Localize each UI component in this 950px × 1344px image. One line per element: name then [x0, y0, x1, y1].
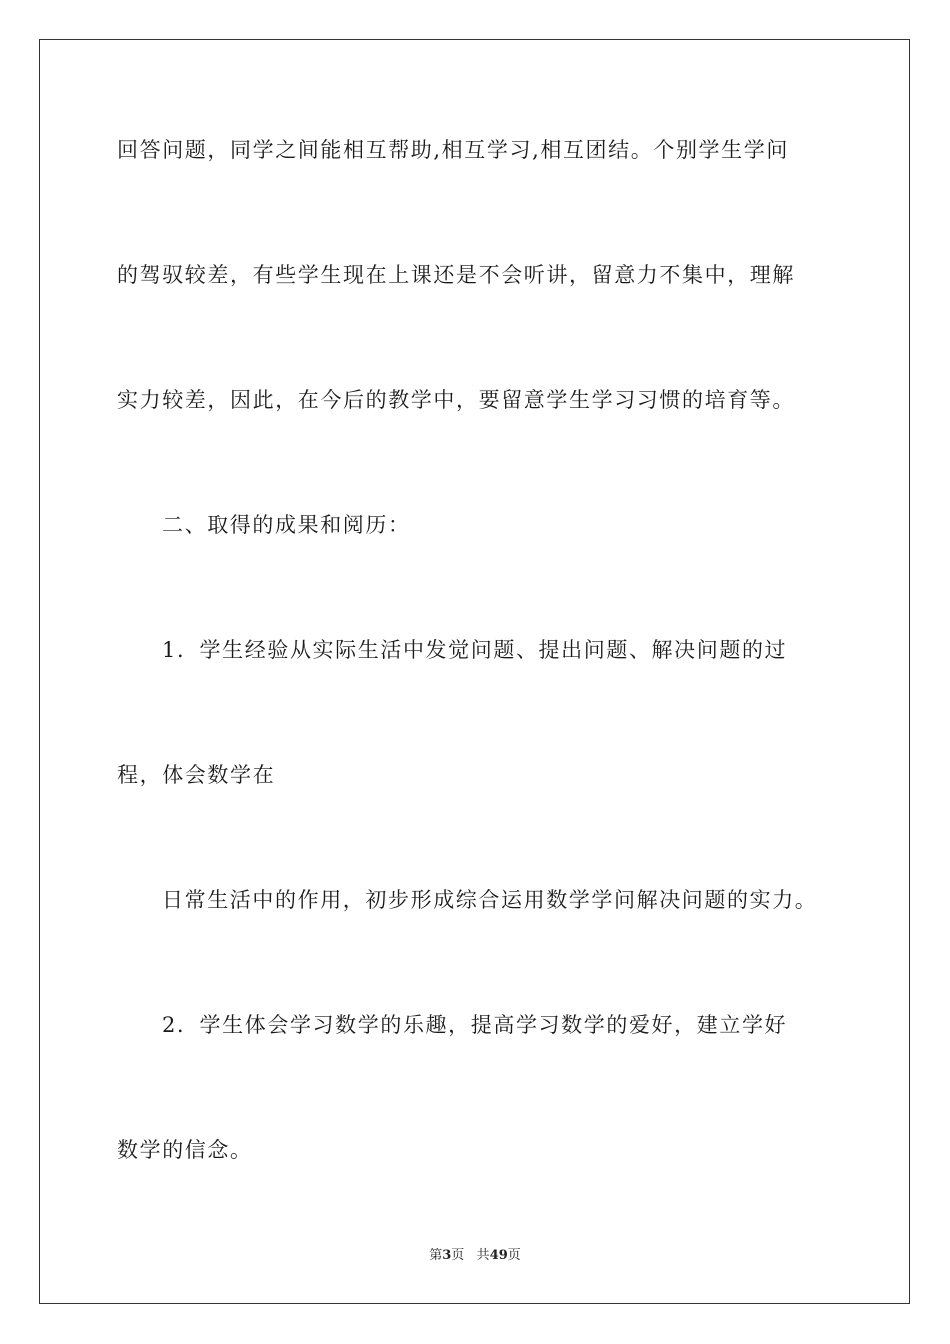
text-line-8: 2．学生体会学习数学的乐趣，提高学习数学的爱好，建立学好 — [162, 1013, 788, 1037]
text-line-1: 回答问题，同学之间能相互帮助,相互学习,相互团结。个别学生学问 — [117, 138, 789, 162]
page-footer — [0, 1247, 950, 1265]
text-line-2: 的驾驭较差，有些学生现在上课还是不会听讲，留意力不集中，理解 — [117, 263, 795, 287]
footer-total-prefix: 共 — [476, 1248, 490, 1263]
page-border — [39, 39, 910, 1304]
footer-page-prefix: 第 — [429, 1248, 443, 1263]
section-heading: 二、取得的成果和阅历： — [162, 513, 411, 537]
footer-total-pages: 49 — [489, 1248, 508, 1263]
footer-page-number: 3 — [442, 1248, 452, 1263]
text-line-5: 1．学生经验从实际生活中发觉问题、提出问题、解决问题的过 — [162, 638, 788, 662]
text-line-7: 日常生活中的作用，初步形成综合运用数学学问解决问题的实力。 — [162, 888, 818, 912]
text-line-9: 数学的信念。 — [117, 1138, 253, 1162]
footer-page-suffix: 页 — [451, 1248, 465, 1263]
footer-total-suffix: 页 — [507, 1248, 521, 1263]
text-line-6: 程，体会数学在 — [117, 763, 276, 787]
text-line-3: 实力较差，因此，在今后的教学中，要留意学生学习习惯的培育等。 — [117, 388, 795, 412]
